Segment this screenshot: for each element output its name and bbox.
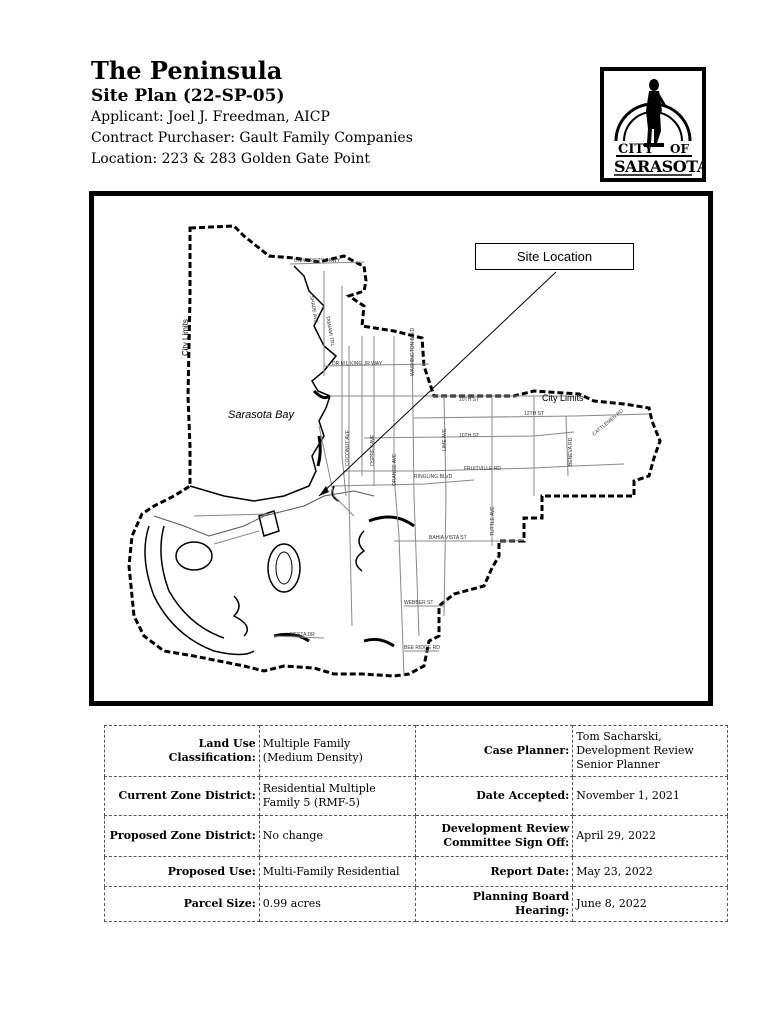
land-use-label: Land Use Classification: <box>105 726 260 777</box>
case-planner-value: Tom Sacharski, Development Review Senior Planner <box>573 726 728 777</box>
street-label: SIESTA DR <box>289 632 315 638</box>
city-limits-label-right: City Limits <box>542 393 584 403</box>
drc-signoff-label: Development Review Committee Sign Off: <box>416 816 573 857</box>
logo-of-text: OF <box>670 142 689 156</box>
report-date-value: May 23, 2022 <box>573 857 728 887</box>
sarasota-seal-icon <box>604 71 702 178</box>
city-map-svg <box>94 196 708 701</box>
street-label: UNIVERSITY PKWY <box>294 258 341 264</box>
street-label: DR M L KING JR WAY <box>332 361 383 367</box>
location-map <box>89 191 713 706</box>
street-label: WEBBER ST <box>404 600 434 606</box>
current-zone-label: Current Zone District: <box>105 777 260 816</box>
street-label: COCONUT AVE <box>345 430 351 466</box>
drc-signoff-value: April 29, 2022 <box>573 816 728 857</box>
site-location-callout: Site Location <box>475 243 634 270</box>
proposed-zone-label: Proposed Zone District: <box>105 816 260 857</box>
street-label: CATTLEMEN RD <box>591 408 625 438</box>
street-label: LIME AVE <box>442 428 448 451</box>
street-label: 12TH ST <box>524 411 545 417</box>
case-planner-label: Case Planner: <box>416 726 573 777</box>
parcel-size-label: Parcel Size: <box>105 887 260 922</box>
street-label: TUTTLE AVE <box>490 506 496 536</box>
street-label: SHADE AVE <box>308 295 319 324</box>
street-label: 10TH ST <box>459 433 480 439</box>
planning-board-label: Planning Board Hearing: <box>416 887 573 922</box>
city-logo <box>600 67 706 182</box>
street-label: WASHINGTON BLVD <box>410 327 416 376</box>
street-label: BEE RIDGE RD <box>404 645 440 651</box>
proposed-use-label: Proposed Use: <box>105 857 260 887</box>
page-title: The Peninsula <box>91 56 283 85</box>
current-zone-value: Residential Multiple Family 5 (RMF-5) <box>259 777 416 816</box>
street-label: ORANGE AVE <box>392 453 398 486</box>
street-label: RINGLING BLVD <box>414 474 453 480</box>
street-label: OSPREY AVE <box>370 434 376 466</box>
city-limits-label-left: City Limits <box>181 319 190 356</box>
date-accepted-value: November 1, 2021 <box>573 777 728 816</box>
street-label: BENEVA RD <box>568 437 574 466</box>
report-date-label: Report Date: <box>416 857 573 887</box>
location-line: Location: 223 & 283 Golden Gate Point <box>91 151 370 167</box>
sarasota-bay-label: Sarasota Bay <box>228 409 295 421</box>
proposed-zone-value: No change <box>259 816 416 857</box>
purchaser-line: Contract Purchaser: Gault Family Companies <box>91 130 413 146</box>
applicant-line: Applicant: Joel J. Freedman, AICP <box>91 109 330 125</box>
date-accepted-label: Date Accepted: <box>416 777 573 816</box>
page-subtitle: Site Plan (22-SP-05) <box>91 86 285 106</box>
land-use-value: Multiple Family (Medium Density) <box>259 726 416 777</box>
site-details-table <box>104 725 728 922</box>
street-label: FRUITVILLE RD <box>464 466 501 472</box>
planning-board-value: June 8, 2022 <box>573 887 728 922</box>
proposed-use-value: Multi-Family Residential <box>259 857 416 887</box>
street-label: 10TH ST <box>459 397 480 403</box>
logo-city-text: CITY <box>618 142 654 157</box>
street-label: BAHIA VISTA ST <box>429 535 467 541</box>
logo-name-text: SARASOTA <box>614 157 702 176</box>
street-label: TAMIAMI TRL <box>324 315 336 348</box>
parcel-size-value: 0.99 acres <box>259 887 416 922</box>
